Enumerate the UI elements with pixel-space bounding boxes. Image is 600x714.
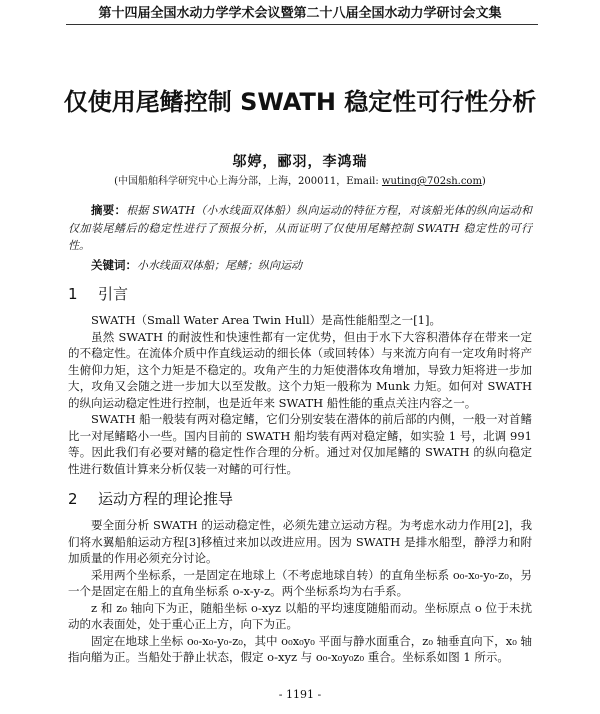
paper-title: 仅使用尾鳍控制 SWATH 稳定性可行性分析 [63, 88, 537, 116]
section-title: 引言 [98, 285, 129, 303]
paragraph: SWATH 船一般装有两对稳定鳍，它们分别安装在潜体的前后部的内侧，一般一对首鳍比一对尾鳍略小一些。国内目前的 SWATH 船均装有两对稳定鳍，如实验 1 号，北调 991 等。因此我们有必要对鳍的稳定性作合理的分析。通过对仅加尾鳍的 SWATH 的纵向稳定性进行数值计算来分析仅装一对鳍的可行性。 [68, 412, 532, 476]
email-link[interactable]: wuting@702sh.com [381, 176, 482, 187]
keywords [68, 257, 532, 275]
abstract-text: 根据 SWATH（小水线面双体船）纵向运动的特征方程，对该船光体的纵向运动和仅加装尾鳍后的稳定性进行了预报分析，从而证明了仅使用尾鳍控制 SWATH 稳定性的可行性。 [68, 204, 532, 252]
authors: 邬婷，郦羽，李鸿瑞 [232, 154, 368, 170]
paragraph: 固定在地球上坐标 o₀-x₀-y₀-z₀，其中 o₀x₀y₀ 平面与静水面重合，z₀ 轴垂直向下，x₀ 轴指向艏为正。当船处于静止状态，假定 o-xyz 与 o₀-x₀y₀z₀ 重合。坐标系如图 1 所示。 [68, 633, 532, 664]
section-number: 2 [68, 490, 78, 508]
section-number: 1 [68, 285, 78, 303]
section-2-heading [68, 489, 600, 509]
affiliation-text: (中国船舶科学研究中心上海分部，上海，200011，Email: [114, 176, 382, 187]
paragraph: SWATH（Small Water Area Twin Hull）是高性能船型之一[1]。 [91, 313, 441, 327]
paragraph: 采用两个坐标系，一是固定在地球上（不考虑地球自转）的直角坐标系 o₀-x₀-y₀-z₀，另一个是固定在船上的直角坐标系 o-x-y-z。两个坐标系均为右手系。 [68, 567, 532, 598]
affiliation [0, 175, 600, 188]
paragraph: 要全面分析 SWATH 的运动稳定性，必须先建立运动方程。为考虑水动力作用[2]，我们将水翼船舶运动方程[3]移植过来加以改进应用。因为 SWATH 是排水船型，静浮力和附加质量的作用必须充分讨论。 [68, 518, 532, 565]
abstract [68, 202, 532, 255]
keywords-label: 关键词： [91, 257, 137, 272]
page-number: - 1191 - [278, 687, 322, 701]
section-title: 运动方程的理论推导 [98, 490, 234, 508]
abstract-label: 摘要： [91, 203, 127, 217]
running-header: 第十四届全国水动力学学术会议暨第二十八届全国水动力学研讨会文集 [98, 6, 502, 21]
paragraph: z 和 z₀ 轴向下为正，随船坐标 o-xyz 以船的平均速度随船而动。坐标原点 o 位于未扰动的水表面处，处于重心正上方，向下为正。 [68, 600, 532, 631]
keywords-text: 小水线面双体船；尾鳍；纵向运动 [137, 258, 302, 272]
affiliation-end: ) [481, 176, 486, 187]
section-1-heading [68, 284, 600, 304]
paragraph: 虽然 SWATH 的耐波性和快速性都有一定优势，但由于水下大容积潜体存在带来一定的不稳定性。在流体介质中作直线运动的细长体（或回转体）与来流方向有一定攻角时将产生俯仰力矩，这个力矩是不稳定的。攻角产生的力矩使潜体攻角增加，导致力矩将进一步加大，攻角又会随之进一步加大以至发散。这个力矩一般称为 Munk 力矩。如何对 SWATH 的纵向运动稳定性进行控制，也是近年来 SWATH 船性能的重点关注内容之一。 [68, 329, 532, 410]
header-rule [66, 24, 538, 25]
